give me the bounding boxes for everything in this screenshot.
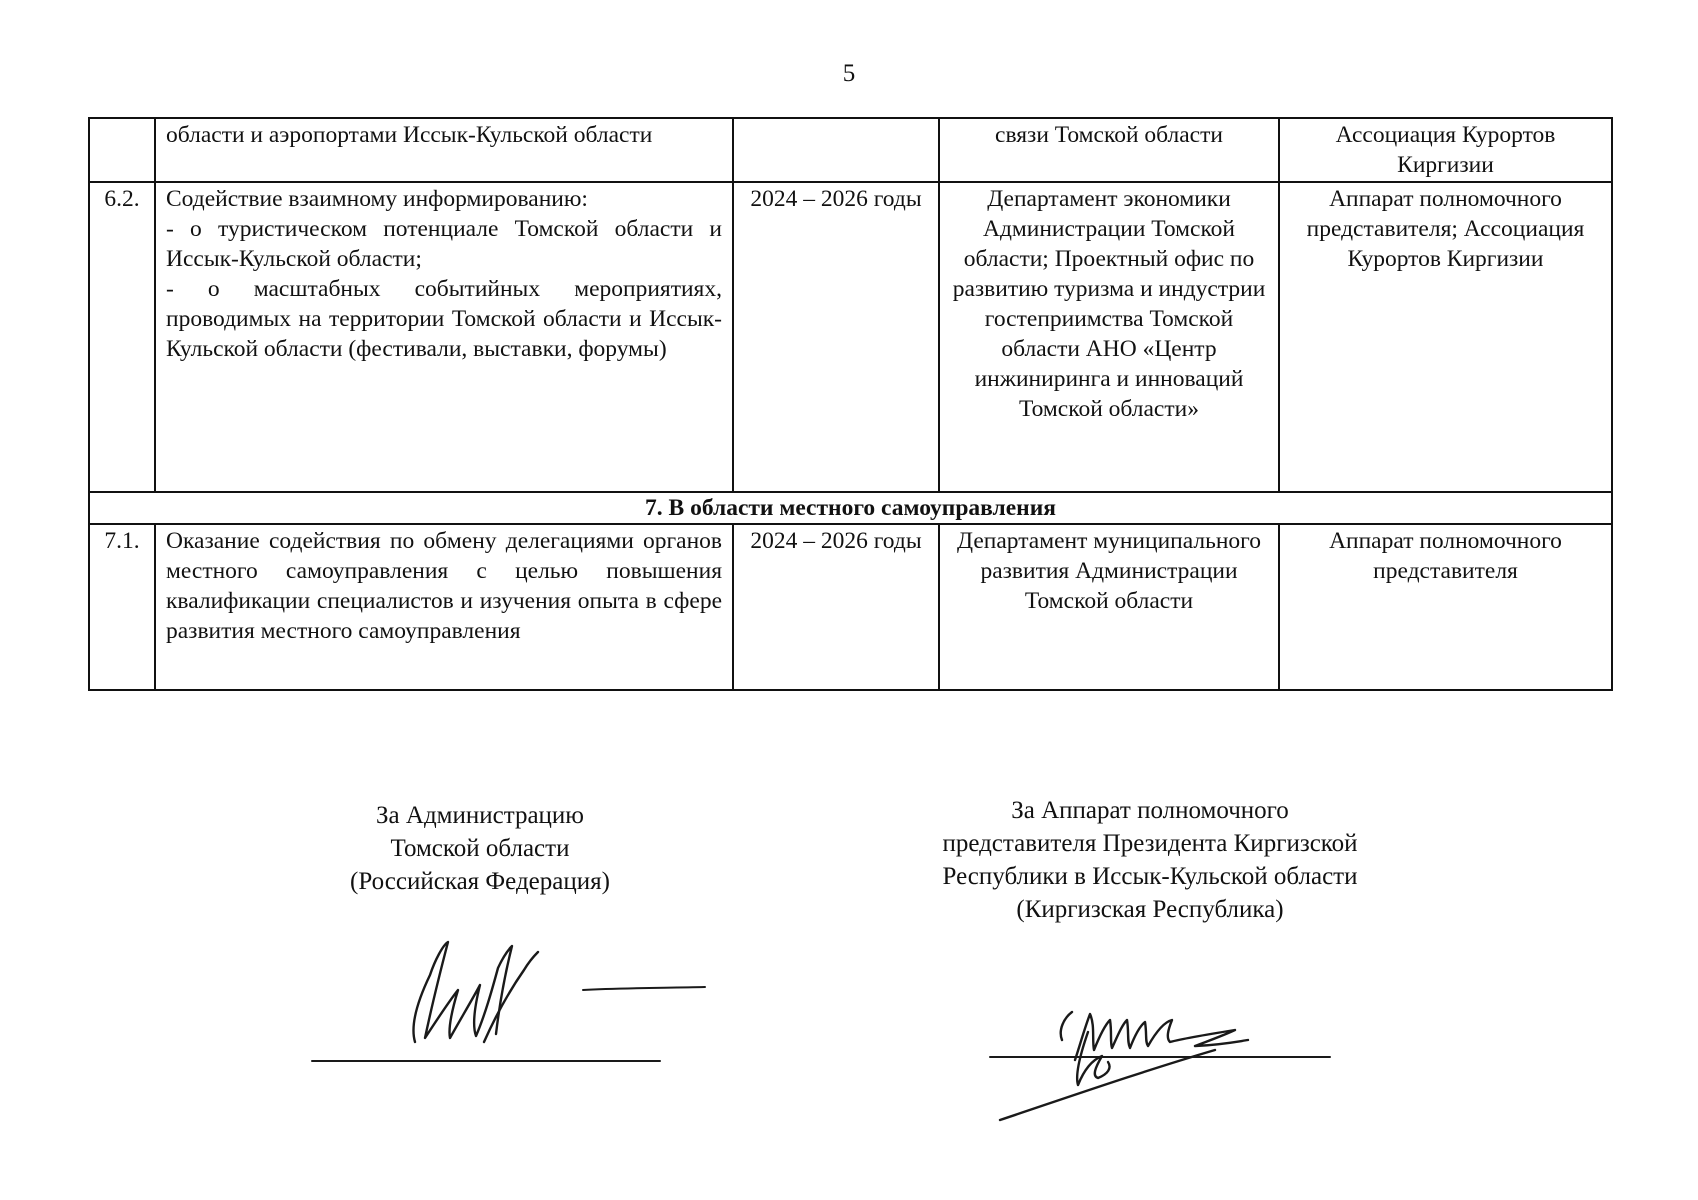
plan-table	[88, 117, 1613, 691]
signature-right	[980, 990, 1340, 1130]
signature-block-right	[850, 794, 1450, 926]
signature-stroke	[413, 942, 512, 1042]
signature-caption-line: (Российская Федерация)	[350, 868, 610, 895]
signature-stroke	[484, 952, 538, 1042]
row-number: 6.2.	[89, 182, 155, 492]
activity-cell	[155, 182, 733, 492]
signature-stroke	[583, 987, 705, 990]
signature-caption-line: За Администрацию	[376, 802, 584, 829]
signature-caption-line: За Аппарат полномочного	[1011, 797, 1289, 824]
table-row	[89, 524, 1612, 690]
executor-kg-cell: Аппарат полномочного представителя; Ассоциация Курортов Киргизии	[1279, 182, 1612, 492]
signature-caption-line: представителя Президента Киргизской	[942, 830, 1358, 857]
signature-caption-line: Республики в Иссык-Кульской области	[942, 863, 1358, 890]
row-number: 7.1.	[89, 524, 155, 690]
activity-line: Оказание содействия по обмену делегациями органов местного самоуправления с целью повышения квалификации специалистов и изучения опыта в сфере развития местного самоуправления	[166, 528, 722, 644]
executor-tomsk-cell: связи Томской области	[939, 118, 1279, 182]
activity-line: - о туристическом потенциале Томской области и Иссык-Кульской области;	[166, 216, 722, 272]
row-number	[89, 118, 155, 182]
signature-block-left	[280, 799, 680, 898]
activity-cell	[155, 524, 733, 690]
executor-tomsk-cell: Департамент экономики Администрации Томской области; Проектный офис по развитию туризма и индустрии гостеприимства Томской области АНО «Центр инжиниринга и инноваций Томской области»	[939, 182, 1279, 492]
activity-line: Содействие взаимному информированию:	[166, 186, 588, 212]
activity-line: области и аэропортами Иссык-Кульской области	[166, 122, 653, 148]
table-row	[89, 118, 1612, 182]
signature-stroke	[1000, 1050, 1215, 1120]
section-row	[89, 492, 1612, 524]
executor-kg-cell: Ассоциация Курортов Киргизии	[1279, 118, 1612, 182]
signature-stroke	[1061, 1012, 1248, 1060]
activity-line: - о масштабных событийных мероприятиях, проводимых на территории Томской области и Иссык-Кульской области (фестивали, выставки, форумы)	[166, 276, 722, 362]
signature-left	[300, 930, 720, 1080]
executor-kg-cell: Аппарат полномочного представителя	[1279, 524, 1612, 690]
signature-caption-line: (Киргизская Республика)	[1016, 896, 1284, 923]
section-title: 7. В области местного самоуправления	[89, 492, 1612, 524]
period-cell: 2024 – 2026 годы	[733, 182, 939, 492]
signature-caption-line: Томской области	[390, 835, 570, 862]
executor-tomsk-cell: Департамент муниципального развития Администрации Томской области	[939, 524, 1279, 690]
table-row	[89, 182, 1612, 492]
activity-cell	[155, 118, 733, 182]
page-number: 5	[842, 60, 856, 87]
period-cell	[733, 118, 939, 182]
period-cell: 2024 – 2026 годы	[733, 524, 939, 690]
